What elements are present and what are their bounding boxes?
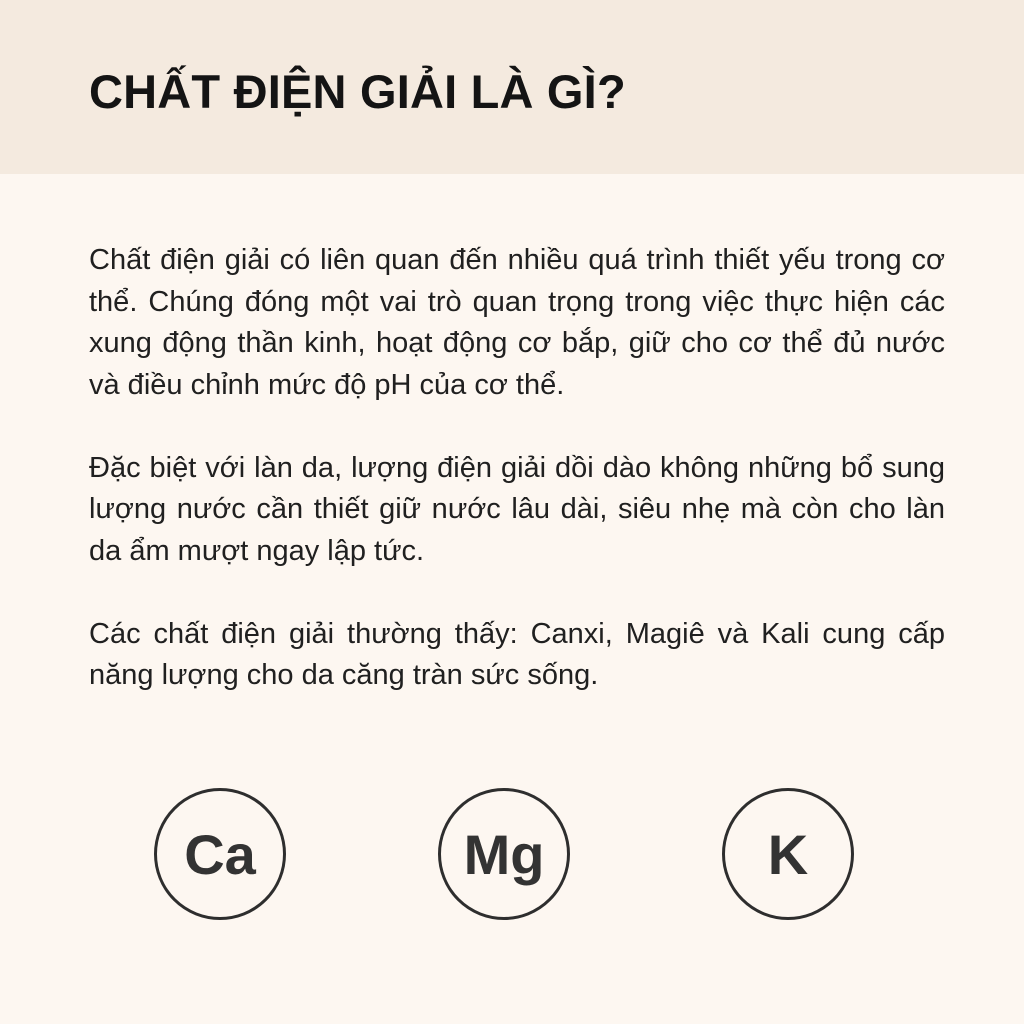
paragraph-skin: Đặc biệt với làn da, lượng điện giải dồi dào không những bổ sung lượng nước cần thiết giữ nước lâu dài, siêu nhẹ mà còn cho làn da ẩm mượt ngay lập tức. [89,451,945,567]
magnesium-symbol-circle [438,788,570,920]
potassium-symbol: K [767,823,809,886]
magnesium-symbol: Mg [463,823,545,886]
paragraph-intro: Chất điện giải có liên quan đến nhiều quá trình thiết yếu trong cơ thể. Chúng đóng một vai trò quan trọng trong việc thực hiện các xung động thần kinh, hoạt động cơ bắp, giữ cho cơ thể đủ nước và điều chỉnh mức độ pH của cơ thể. [89,244,945,401]
paragraph-common-electrolytes: Các chất điện giải thường thấy: Canxi, Magiê và Kali cung cấp năng lượng cho da căng tràn sức sống. [89,617,945,691]
header-banner [0,0,1024,174]
potassium-symbol-circle [722,788,854,920]
body-text [89,240,945,697]
calcium-symbol: Ca [184,823,256,886]
calcium-symbol-circle [154,788,286,920]
page-title: CHẤT ĐIỆN GIẢI LÀ GÌ? [89,65,626,118]
